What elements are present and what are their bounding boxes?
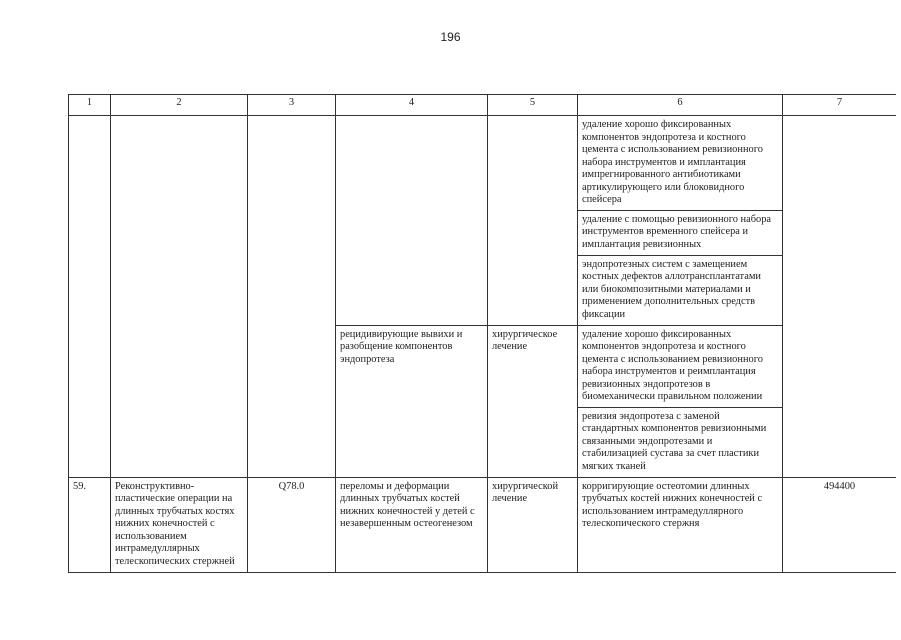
- cont-code-cell: [248, 116, 336, 478]
- cont-num-cell: [69, 116, 111, 478]
- treatment-type: хирургической лечение: [488, 477, 578, 572]
- model-cell: рецидивирующие вывихи и разобщение компонентов эндопротеза: [336, 325, 488, 477]
- header-col-3: 3: [248, 95, 336, 116]
- cont-treatment-cell: [488, 116, 578, 326]
- table-container: [68, 94, 896, 595]
- header-row: [69, 95, 897, 116]
- header-col-4: 4: [336, 95, 488, 116]
- method-cell: удаление хорошо фиксированных компонентов эндопротеза и костного цемента с использованием ревизионного набора инструментов и реимплантация ревизионных эндопротезов в биомеханически правильном положении: [578, 325, 783, 407]
- table-row-59: [69, 477, 897, 572]
- medical-care-table: [68, 94, 896, 573]
- cont-model-cell: [336, 116, 488, 326]
- table-row: [69, 116, 897, 211]
- header-col-6: 6: [578, 95, 783, 116]
- method-cell: эндопротезных систем с замещением костных дефектов аллотрансплантатами или биокомпозитными материалами и применением дополнительных средств фиксации: [578, 255, 783, 325]
- cost-value: 494400: [783, 477, 897, 572]
- header-col-2: 2: [111, 95, 248, 116]
- cont-cost-cell: [783, 116, 897, 478]
- method-cell: удаление хорошо фиксированных компонентов эндопротеза и костного цемента с использованием ревизионного набора инструментов и имплантация импрегнированного антибиотиками артикулирующего или блоковидного спейсера: [578, 116, 783, 211]
- treatment-cell: хирургическое лечение: [488, 325, 578, 477]
- patient-model: переломы и деформации длинных трубчатых костей нижних конечностей у детей с незавершенным остеогенезом: [336, 477, 488, 572]
- profile-name: Реконструктивно-пластические операции на длинных трубчатых костях нижних конечностей с использованием интрамедуллярных телескопических стержней: [111, 477, 248, 572]
- header-col-5: 5: [488, 95, 578, 116]
- page-number: 196: [440, 30, 461, 44]
- header-col-1: 1: [69, 95, 111, 116]
- icd-code: Q78.0: [248, 477, 336, 572]
- row-number: 59.: [69, 477, 111, 572]
- header-col-7: 7: [783, 95, 897, 116]
- cont-name-cell: [111, 116, 248, 478]
- method-cell: ревизия эндопротеза с заменой стандартных компонентов ревизионными связанными эндопротезами и стабилизацией сустава за счет пластики мягких тканей: [578, 407, 783, 477]
- method-cell: удаление с помощью ревизионного набора инструментов временного спейсера и имплантация ревизионных: [578, 210, 783, 255]
- treatment-method: корригирующие остеотомии длинных трубчатых костей нижних конечностей с использованием интрамедуллярного телескопического стержня: [578, 477, 783, 572]
